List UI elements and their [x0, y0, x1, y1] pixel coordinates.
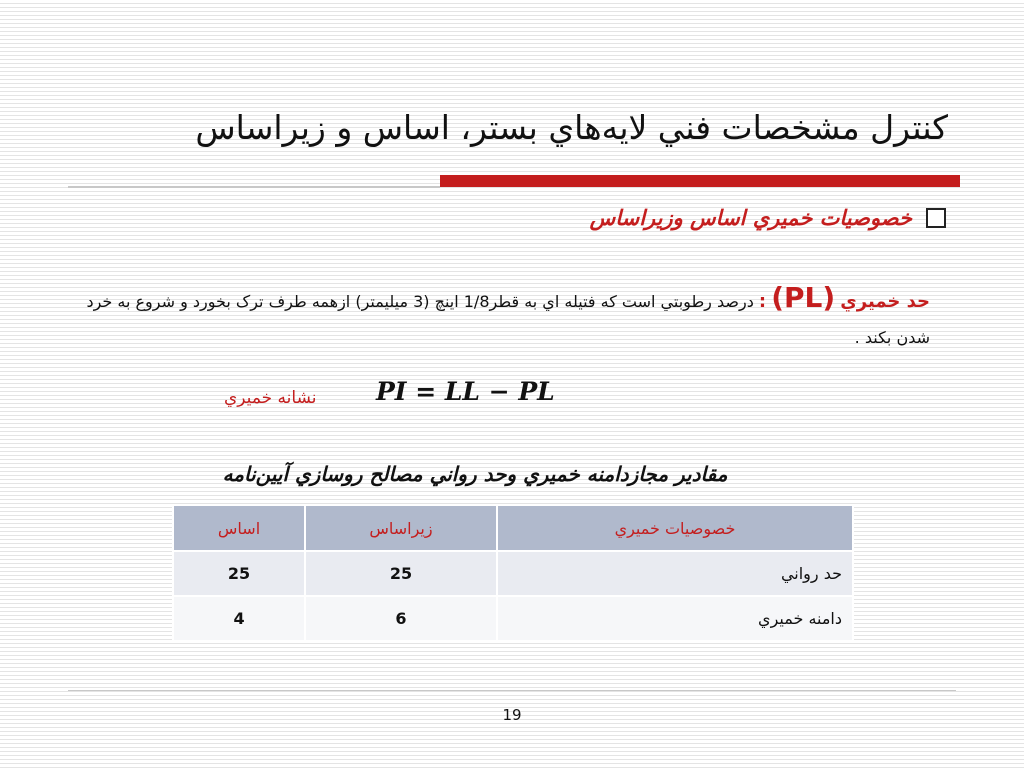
header-property: خصوصيات خميري [497, 505, 853, 551]
square-bullet-icon [926, 208, 946, 228]
limits-table [172, 504, 854, 642]
cell-subbase: 25 [305, 551, 497, 596]
table-row [173, 551, 853, 596]
header-subbase: زيراساس [305, 505, 497, 551]
page-number: 19 [502, 706, 522, 724]
plasticity-index-formula: PI = LL − PL [376, 377, 555, 406]
slide-title: كنترل مشخصات فني لايه‌هاي بستر، اساس و زيراساس [195, 108, 948, 147]
title-underline-gray [68, 186, 440, 188]
cell-base: 25 [173, 551, 305, 596]
definition-text: درصد رطوبتي است كه فتيله اي به قطر1/8 اينچ (3 ميليمتر) ازهمه طرف ترک بخورد و شروع به خرد شدن بكند . [86, 292, 930, 347]
plastic-limit-definition [80, 280, 930, 356]
bullet-text: خصوصيات خميري اساس وزيراساس [589, 206, 912, 230]
cell-property: حد رواني [497, 551, 853, 596]
plastic-limit-abbr: (PL) [771, 281, 836, 314]
footer-divider [68, 690, 956, 691]
cell-subbase: 6 [305, 596, 497, 641]
table-caption: مقادير مجازدامنه خميري وحد رواني مصالح روسازي آيين‌نامه [222, 462, 728, 486]
header-base: اساس [173, 505, 305, 551]
table-row [173, 596, 853, 641]
plastic-limit-term: حد خميري [840, 291, 930, 312]
table-header-row [173, 505, 853, 551]
bullet-item [246, 206, 946, 230]
definition-colon: : [758, 291, 767, 312]
plasticity-index-label: نشانه خميري [224, 388, 317, 408]
cell-property: دامنه خميري [497, 596, 853, 641]
cell-base: 4 [173, 596, 305, 641]
title-underline-red [440, 175, 960, 187]
